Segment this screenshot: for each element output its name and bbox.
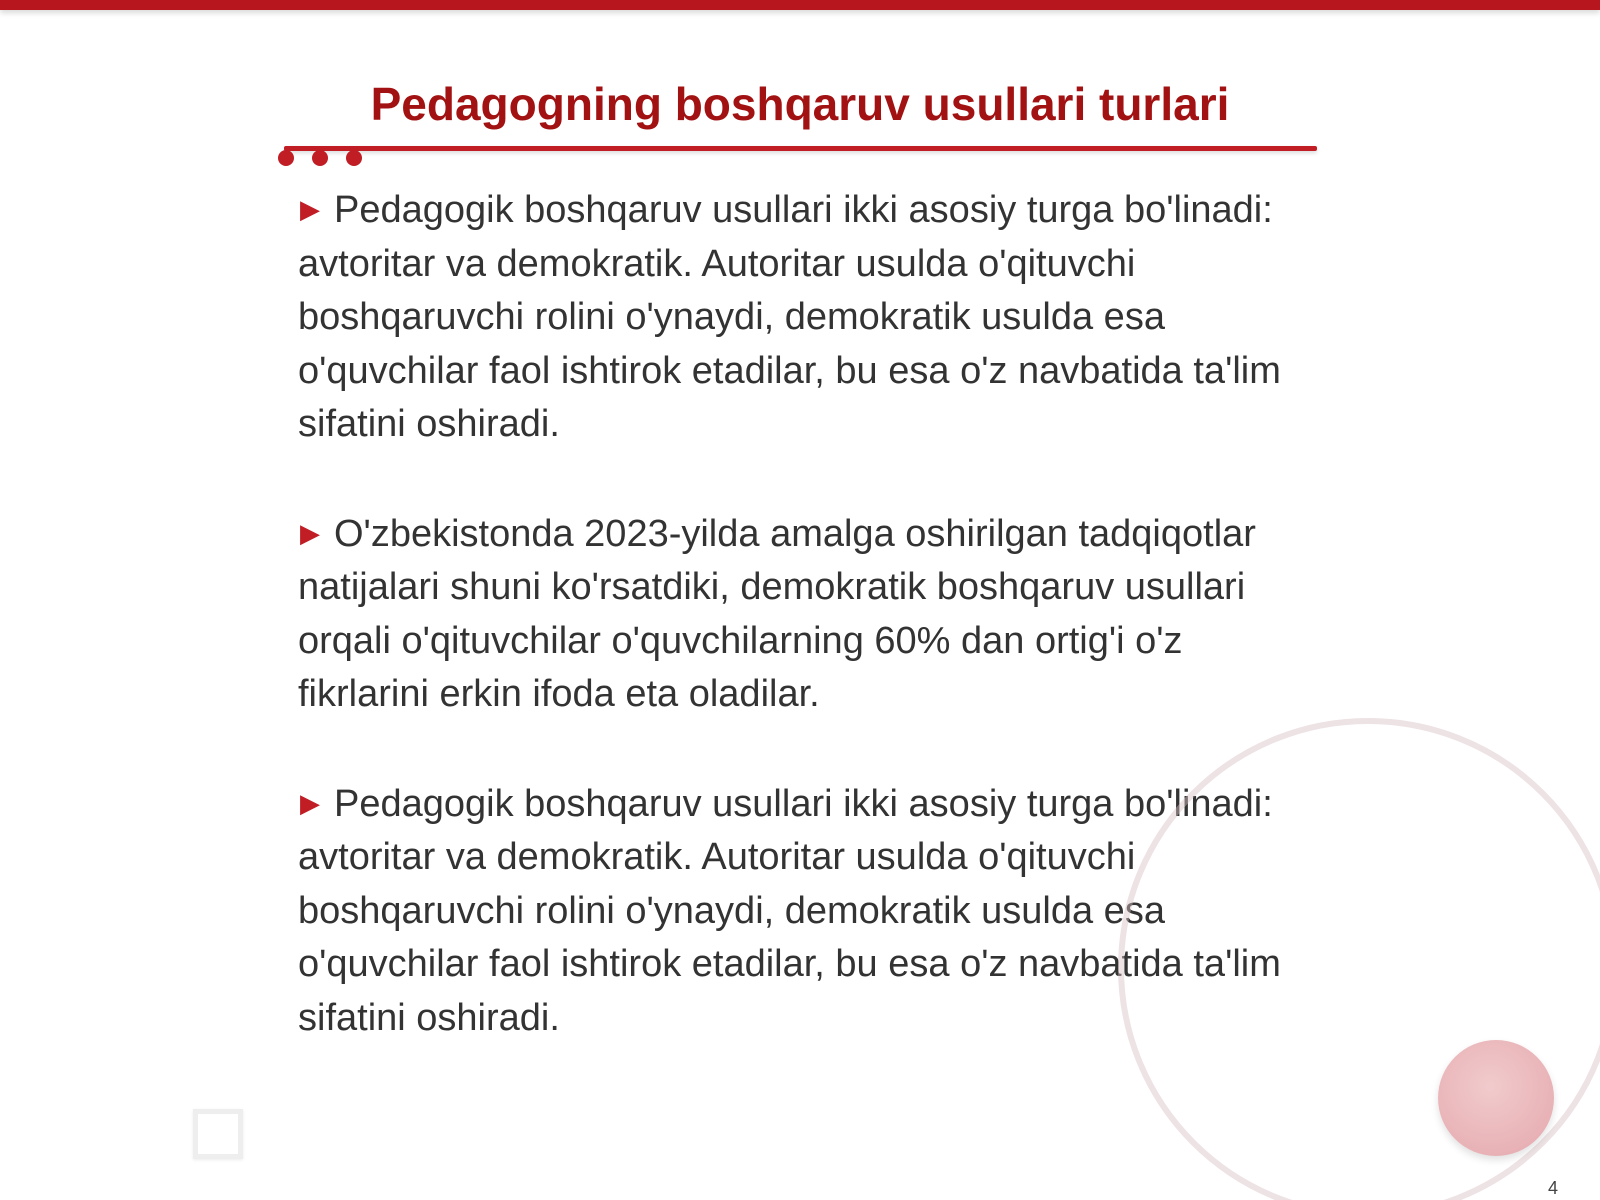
decorative-square xyxy=(193,1109,243,1159)
play-arrow-icon: ▶ xyxy=(300,194,320,224)
bullet-text: Pedagogik boshqaruv usullari ikki asosiy turga bo'linadi: avtoritar va demokratik. Autoritar usulda o'qituvchi boshqaruvchi rolini o'ynaydi, demokratik usulda esa o'quvchilar faol ishtirok etadilar, bu esa o'z navbatida ta'lim sifatini oshiradi. xyxy=(298,782,1281,1039)
top-accent-bar xyxy=(0,0,1600,10)
play-arrow-icon: ▶ xyxy=(300,787,320,818)
slide-number: 4 xyxy=(1548,1178,1559,1198)
title-dot-1 xyxy=(278,150,294,166)
bullet-text: O'zbekistonda 2023-yilda amalga oshirilgan tadqiqotlar natijalari shuni ko'rsatdiki, demokratik boshqaruv usullari orqali o'qituvchilar o'quvchilarning 60% dan ortig'i o'z fikrlarini erkin ifoda eta oladilar. xyxy=(298,512,1256,715)
play-arrow-icon: ▶ xyxy=(300,517,320,548)
title-underline xyxy=(284,146,1317,151)
bullet-item xyxy=(298,183,1288,452)
title-dot-2 xyxy=(312,150,328,166)
bullet-text: Pedagogik boshqaruv usullari ikki asosiy turga bo'linadi: avtoritar va demokratik. Autoritar usulda o'qituvchi boshqaruvchi rolini o'ynaydi, demokratik usulda esa o'quvchilar faol ishtirok etadilar, bu esa o'z navbatida ta'lim sifatini oshiradi. xyxy=(298,189,1281,445)
bullet-item xyxy=(298,507,1288,722)
title-dot-3 xyxy=(346,150,362,166)
slide-title: Pedagogning boshqaruv usullari turlari xyxy=(370,78,1230,130)
decorative-pink-circle xyxy=(1438,1040,1554,1156)
